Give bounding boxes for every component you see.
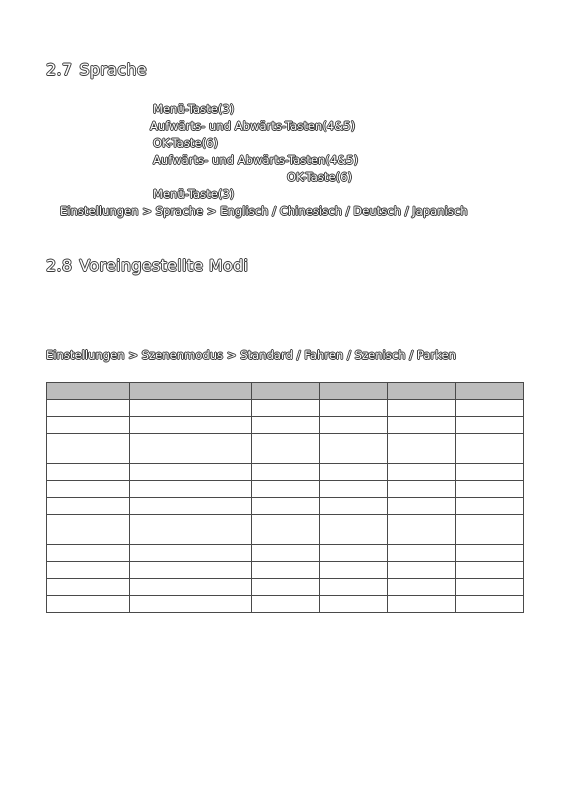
table-cell <box>456 464 524 481</box>
table-cell <box>130 400 252 417</box>
table-cell <box>252 481 320 498</box>
table-cell <box>320 562 388 579</box>
table-cell <box>320 434 388 464</box>
table-cell <box>130 498 252 515</box>
table-cell <box>456 562 524 579</box>
table-row <box>47 579 524 596</box>
table-header-cell <box>456 383 524 400</box>
table-cell <box>456 417 524 434</box>
table-cell <box>388 464 456 481</box>
table-cell <box>456 434 524 464</box>
table-cell <box>252 464 320 481</box>
table-row <box>47 596 524 613</box>
table-cell <box>388 481 456 498</box>
table-cell <box>130 481 252 498</box>
table-cell <box>130 545 252 562</box>
table-cell <box>388 579 456 596</box>
table-cell <box>456 400 524 417</box>
table-cell <box>252 417 320 434</box>
table-row <box>47 434 524 464</box>
table-cell <box>47 417 130 434</box>
table-cell <box>130 515 252 545</box>
table-cell <box>320 417 388 434</box>
table-cell <box>456 515 524 545</box>
step-line: OK-Taste(6) <box>287 170 353 184</box>
table-row <box>47 545 524 562</box>
table-row <box>47 417 524 434</box>
table-cell <box>456 498 524 515</box>
table-cell <box>456 579 524 596</box>
section-number: 2.7 <box>46 60 73 79</box>
table-cell <box>252 545 320 562</box>
table-cell <box>252 596 320 613</box>
settings-path: Einstellungen > Szenenmodus > Standard / Fahren / Szenisch / Parken <box>46 348 456 362</box>
table-cell <box>47 400 130 417</box>
table-header-cell <box>388 383 456 400</box>
table-cell <box>47 498 130 515</box>
table-cell <box>320 515 388 545</box>
table-cell <box>388 596 456 613</box>
table-cell <box>252 579 320 596</box>
table-header-cell <box>252 383 320 400</box>
table-cell <box>130 434 252 464</box>
table-cell <box>130 464 252 481</box>
table-row <box>47 498 524 515</box>
table-cell <box>47 579 130 596</box>
table-cell <box>252 498 320 515</box>
table-cell <box>252 434 320 464</box>
table-cell <box>130 579 252 596</box>
table-cell <box>47 562 130 579</box>
table-cell <box>388 434 456 464</box>
table-cell <box>320 579 388 596</box>
table-cell <box>130 417 252 434</box>
table-row <box>47 464 524 481</box>
table-cell <box>388 417 456 434</box>
step-line: Menü-Taste(3) <box>153 187 235 201</box>
table-cell <box>388 400 456 417</box>
section-title: Voreingestellte Modi <box>79 256 249 275</box>
table-row <box>47 515 524 545</box>
step-line: OK-Taste(6) <box>153 136 219 150</box>
table-row <box>47 400 524 417</box>
table-cell <box>388 515 456 545</box>
table-cell <box>320 400 388 417</box>
section-heading-language <box>46 60 147 79</box>
table-header-cell <box>47 383 130 400</box>
settings-path: Einstellungen > Sprache > Englisch / Chinesisch / Deutsch / Japanisch <box>60 204 468 218</box>
section-title: Sprache <box>79 60 147 79</box>
table-cell <box>388 562 456 579</box>
table-cell <box>252 515 320 545</box>
table-cell <box>320 498 388 515</box>
table-cell <box>320 481 388 498</box>
table-cell <box>320 464 388 481</box>
table-cell <box>130 562 252 579</box>
table-cell <box>456 481 524 498</box>
table-header-row <box>47 383 524 400</box>
table-cell <box>252 400 320 417</box>
table-cell <box>47 434 130 464</box>
table-cell <box>320 596 388 613</box>
table-cell <box>388 545 456 562</box>
step-line: Menü-Taste(3) <box>153 102 235 116</box>
table-cell <box>47 481 130 498</box>
table-row <box>47 481 524 498</box>
section-number: 2.8 <box>46 256 73 275</box>
table-cell <box>130 596 252 613</box>
table-cell <box>252 562 320 579</box>
step-line: Aufwärts- und Abwärts-Tasten(4&5) <box>153 153 359 167</box>
table-cell <box>47 515 130 545</box>
section-heading-modes <box>46 256 248 275</box>
table-row <box>47 562 524 579</box>
modes-table <box>46 382 524 613</box>
table-cell <box>47 545 130 562</box>
table-cell <box>47 464 130 481</box>
table-header-cell <box>130 383 252 400</box>
step-line: Aufwärts- und Abwärts-Tasten(4&5) <box>150 119 356 133</box>
table-cell <box>47 596 130 613</box>
table-header-cell <box>320 383 388 400</box>
table-cell <box>456 545 524 562</box>
table-cell <box>388 498 456 515</box>
table-cell <box>320 545 388 562</box>
table-cell <box>456 596 524 613</box>
